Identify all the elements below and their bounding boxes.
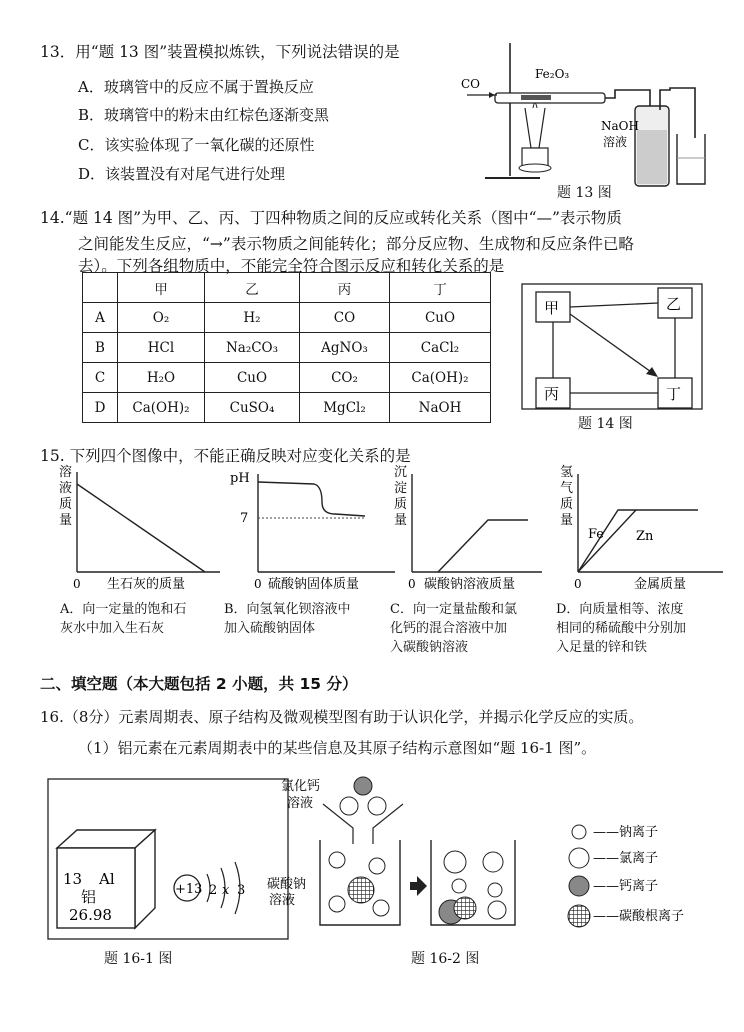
q13-fe2o3-label: Fe₂O₃ — [535, 67, 570, 81]
q13-option-c: C．该实验体现了一氧化碳的还原性 — [78, 136, 315, 154]
table-cell: CuSO₄ — [205, 393, 300, 423]
q16-figure-2-caption: 题 16-2 图 — [411, 951, 480, 967]
graph-d-ylabel-2: 气 — [560, 481, 574, 496]
legend-label-ca: ——钙离子 — [593, 879, 659, 894]
graph-d-desc-1: D．向质量相等、浓度 — [556, 602, 684, 617]
graph-c-origin: 0 — [408, 577, 416, 591]
q15-graph-d — [558, 462, 733, 592]
q15-graph-c — [392, 462, 562, 592]
q14-relation-figure — [520, 282, 705, 412]
q16-figure-2 — [265, 770, 715, 945]
graph-d-fe-label: Fe — [588, 527, 605, 542]
cacl2-label-1: 氯化钙 — [281, 779, 321, 794]
graph-b-desc-2: 加入硫酸钠固体 — [224, 621, 316, 636]
table-cell: NaOH — [390, 393, 491, 423]
q15-graph-a — [55, 462, 225, 592]
table-row — [83, 333, 491, 363]
graph-d-desc-2: 相同的稀硫酸中分别加 — [556, 621, 687, 636]
na2co3-label-1: 碳酸钠 — [267, 877, 307, 892]
graph-b-origin: 0 — [254, 577, 262, 591]
graph-d-zn-line — [578, 510, 636, 572]
graph-a-origin: 0 — [73, 577, 81, 591]
graph-c-ylabel-2: 淀 — [394, 481, 408, 496]
graph-c-desc-1: C．向一定量盐酸和氯 — [390, 602, 517, 617]
graph-b-desc-1: B．向氢氧化钡溶液中 — [224, 602, 351, 617]
table-cell: A — [83, 303, 118, 333]
graph-b-seven: 7 — [240, 511, 249, 526]
q14-stem-line-1: 14.“题 14 图”为甲、乙、丙、丁四种物质之间的反应或转化关系（图中“—”表示物质 — [40, 209, 622, 227]
graph-a-xlabel: 生石灰的质量 — [107, 577, 186, 592]
element-symbol: Al — [99, 870, 115, 888]
graph-a-desc-2: 灰水中加入生石灰 — [60, 621, 165, 636]
table-header-cell: 丙 — [300, 273, 390, 303]
atom-shell-3: 3 — [237, 883, 246, 898]
table-header-cell: 丁 — [390, 273, 491, 303]
table-cell: O₂ — [118, 303, 205, 333]
q14-figure-caption: 题 14 图 — [578, 416, 633, 432]
q13-stem: 13．用“题 13 图”装置模拟炼铁，下列说法错误的是 — [40, 43, 400, 61]
legend-label-na: ——钠离子 — [593, 825, 659, 840]
table-header-cell: 乙 — [205, 273, 300, 303]
table-cell: Ca(OH)₂ — [390, 363, 491, 393]
table-cell: HCl — [118, 333, 205, 363]
atom-shell-1: 2 — [209, 883, 218, 898]
table-cell: CO — [300, 303, 390, 333]
graph-a-line — [77, 484, 205, 572]
q14-table — [82, 272, 491, 423]
graph-d-xlabel: 金属质量 — [634, 577, 687, 592]
graph-a-ylabel-4: 量 — [59, 513, 73, 528]
table-row — [83, 303, 491, 333]
cacl2-label-2: 溶液 — [287, 796, 314, 811]
table-cell: Na₂CO₃ — [205, 333, 300, 363]
table-cell: C — [83, 363, 118, 393]
element-mass: 26.98 — [69, 906, 112, 924]
legend-na-ion — [572, 825, 586, 839]
graph-d-desc-3: 入足量的锌和铁 — [556, 640, 648, 655]
legend-ca-ion — [569, 876, 589, 896]
element-number: 13 — [63, 870, 83, 888]
q15-stem: 15. 下列四个图像中，不能正确反映对应变化关系的是 — [40, 447, 411, 465]
table-cell: CaCl₂ — [390, 333, 491, 363]
q14-stem-line-3: 去）。下列各组物质中，不能完全符合图示反应和转化关系的是 — [78, 257, 505, 275]
table-cell: AgNO₃ — [300, 333, 390, 363]
q13-naoh-label-1: NaOH — [601, 119, 639, 133]
graph-c-ylabel-4: 量 — [394, 513, 408, 528]
q16-sub1: （1）铝元素在元素周期表中的某些信息及其原子结构示意图如“题 16-1 图”。 — [78, 739, 597, 757]
graph-d-ylabel-1: 氢 — [560, 465, 574, 480]
q13-co-label: CO — [461, 77, 481, 91]
q13-apparatus-figure — [455, 38, 705, 198]
graph-a-ylabel-1: 溶 — [59, 465, 73, 480]
q14-stem-line-2: 之间能发生反应，“→”表示物质之间能转化；部分反应物、生成物和反应条件已略 — [78, 235, 634, 253]
graph-c-ylabel-1: 沉 — [394, 465, 408, 480]
graph-b-curve — [258, 482, 365, 516]
table-cell: H₂ — [205, 303, 300, 333]
q16-figure-1-caption: 题 16-1 图 — [104, 951, 173, 967]
legend-label-cl: ——氯离子 — [593, 851, 659, 866]
q13-option-a: A．玻璃管中的反应不属于置换反应 — [78, 78, 314, 96]
table-cell: MgCl₂ — [300, 393, 390, 423]
graph-b-xlabel: 硫酸钠固体质量 — [268, 577, 360, 592]
graph-c-ylabel-3: 质 — [394, 497, 408, 512]
q13-figure-caption: 题 13 图 — [557, 185, 612, 201]
table-header-row — [83, 273, 491, 303]
table-cell: D — [83, 393, 118, 423]
q13-option-b: B．玻璃管中的粉末由红棕色逐渐变黑 — [78, 106, 330, 124]
table-cell: CuO — [390, 303, 491, 333]
table-cell: CO₂ — [300, 363, 390, 393]
graph-c-xlabel: 碳酸钠溶液质量 — [424, 577, 516, 592]
table-header-cell: 甲 — [118, 273, 205, 303]
graph-a-desc-1: A．向一定量的饱和石 — [60, 602, 187, 617]
graph-d-zn-label: Zn — [636, 529, 654, 544]
section-2-title: 二、填空题（本大题包括 2 小题，共 15 分） — [40, 675, 358, 693]
na2co3-label-2: 溶液 — [269, 893, 296, 908]
legend-cl-ion — [569, 848, 589, 868]
q13-naoh-label-2: 溶液 — [603, 135, 628, 149]
q16-stem: 16.（8分）元素周期表、原子结构及微观模型图有助于认识化学，并揭示化学反应的实质。 — [40, 708, 644, 726]
graph-a-ylabel-3: 质 — [59, 497, 73, 512]
q14-jia-label: 甲 — [544, 299, 560, 317]
q14-bing-label: 丙 — [544, 385, 560, 403]
table-row — [83, 393, 491, 423]
table-row — [83, 363, 491, 393]
q15-graph-b — [230, 462, 400, 592]
q14-ding-label: 丁 — [666, 385, 682, 403]
graph-c-desc-2: 化钙的混合溶液中加 — [390, 621, 508, 636]
table-cell: H₂O — [118, 363, 205, 393]
graph-c-line — [438, 520, 528, 572]
atom-shell-2: x — [222, 883, 230, 898]
table-cell: CuO — [205, 363, 300, 393]
graph-c-desc-3: 入碳酸钠溶液 — [390, 640, 469, 655]
graph-a-ylabel-2: 液 — [59, 481, 73, 496]
graph-d-origin: 0 — [574, 577, 582, 591]
legend-co3-ion — [568, 905, 590, 927]
table-header-cell — [83, 273, 118, 303]
q16-figure-1 — [47, 778, 292, 943]
q13-option-d: D．该装置没有对尾气进行处理 — [78, 165, 286, 183]
element-name: 铝 — [81, 888, 97, 906]
table-cell: Ca(OH)₂ — [118, 393, 205, 423]
q14-yi-label: 乙 — [666, 295, 682, 313]
graph-d-ylabel-3: 质 — [560, 497, 574, 512]
table-cell: B — [83, 333, 118, 363]
graph-d-ylabel-4: 量 — [560, 513, 574, 528]
graph-b-ylabel: pH — [230, 471, 250, 486]
atom-nucleus: +13 — [175, 882, 203, 897]
legend-label-co3: ——碳酸根离子 — [593, 909, 685, 924]
